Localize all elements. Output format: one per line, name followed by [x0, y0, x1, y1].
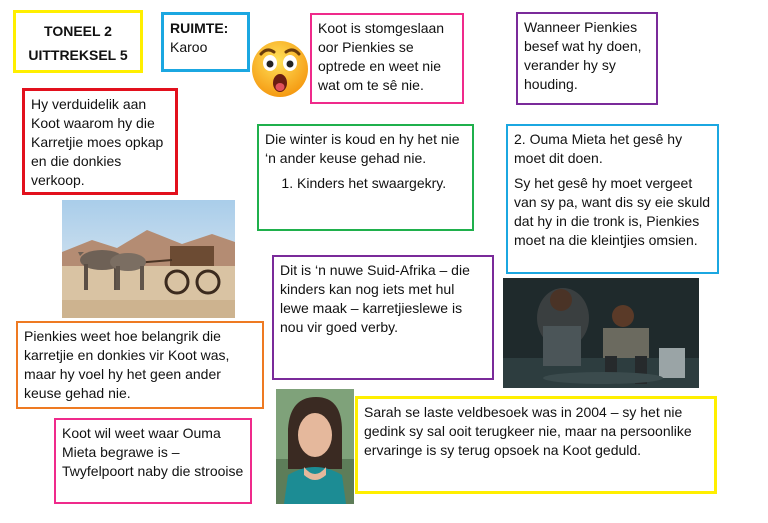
ouma-mieta-box — [506, 124, 719, 274]
winter-text: Die winter is koud en hy het nie ‘n ander keuse gehad nie. — [265, 131, 460, 166]
donkey-cart-photo — [62, 200, 235, 318]
ouma-mieta-text-2: Sy het gesê hy moet vergeet van sy pa, want dis sy eie skuld dat hy in die tronk is, Pienkies moet na die kleintjies omsien. — [514, 175, 711, 248]
scene-title: TONEEL 2 — [44, 23, 112, 39]
excerpt-title: UITTREKSEL 5 — [28, 47, 128, 63]
cart-importance-text: Pienkies weet hoe belangrik die karretjie en donkies vir Koot was, maar hy voel hy het geen ander keuse gehad nie. — [24, 328, 230, 401]
explanation-box — [22, 88, 178, 195]
koot-shocked-text: Koot is stomgeslaan oor Pienkies se optrede en weet nie wat om te sê nie. — [318, 20, 445, 93]
attitude-change-box — [516, 12, 658, 105]
winter-box — [257, 124, 474, 231]
setting-value: Karoo — [170, 39, 208, 55]
setting-box — [161, 12, 250, 72]
cart-importance-box — [16, 321, 264, 409]
list-item: 1. Kinders het swaargekry. — [297, 174, 466, 193]
ouma-mieta-text-1: 2. Ouma Mieta het gesê hy moet dit doen. — [514, 131, 683, 166]
setting-label: RUIMTE: — [170, 20, 229, 36]
sarah-portrait-photo — [276, 389, 354, 504]
koot-shocked-box — [310, 13, 464, 104]
burial-box — [54, 418, 252, 504]
attitude-change-text: Wanneer Pienkies besef wat hy doen, verander hy sy houding. — [524, 19, 642, 92]
burial-text: Koot wil weet waar Ouma Mieta begrawe is – Twyfelpoort naby die strooise — [62, 425, 244, 479]
title-box — [13, 10, 143, 73]
new-south-africa-text: Dit is ‘n nuwe Suid-Afrika – die kinders kan nog iets met hul lewe maak – karretjieslewe is nou vir goed verby. — [280, 262, 470, 335]
explanation-text: Hy verduidelik aan Koot waarom hy die Karretjie moes opkap en die donkies verkoop. — [31, 96, 164, 188]
sarah-box — [355, 396, 717, 494]
stage-performance-photo — [503, 278, 699, 388]
new-south-africa-box — [272, 255, 494, 380]
sarah-text: Sarah se laste veldbesoek was in 2004 – sy het nie gedink sy sal ooit terugkeer nie, maar na persoonlike ervaringe is sy terug opsoek na Koot geduld. — [364, 404, 692, 458]
shocked-emoji-icon — [250, 38, 310, 98]
